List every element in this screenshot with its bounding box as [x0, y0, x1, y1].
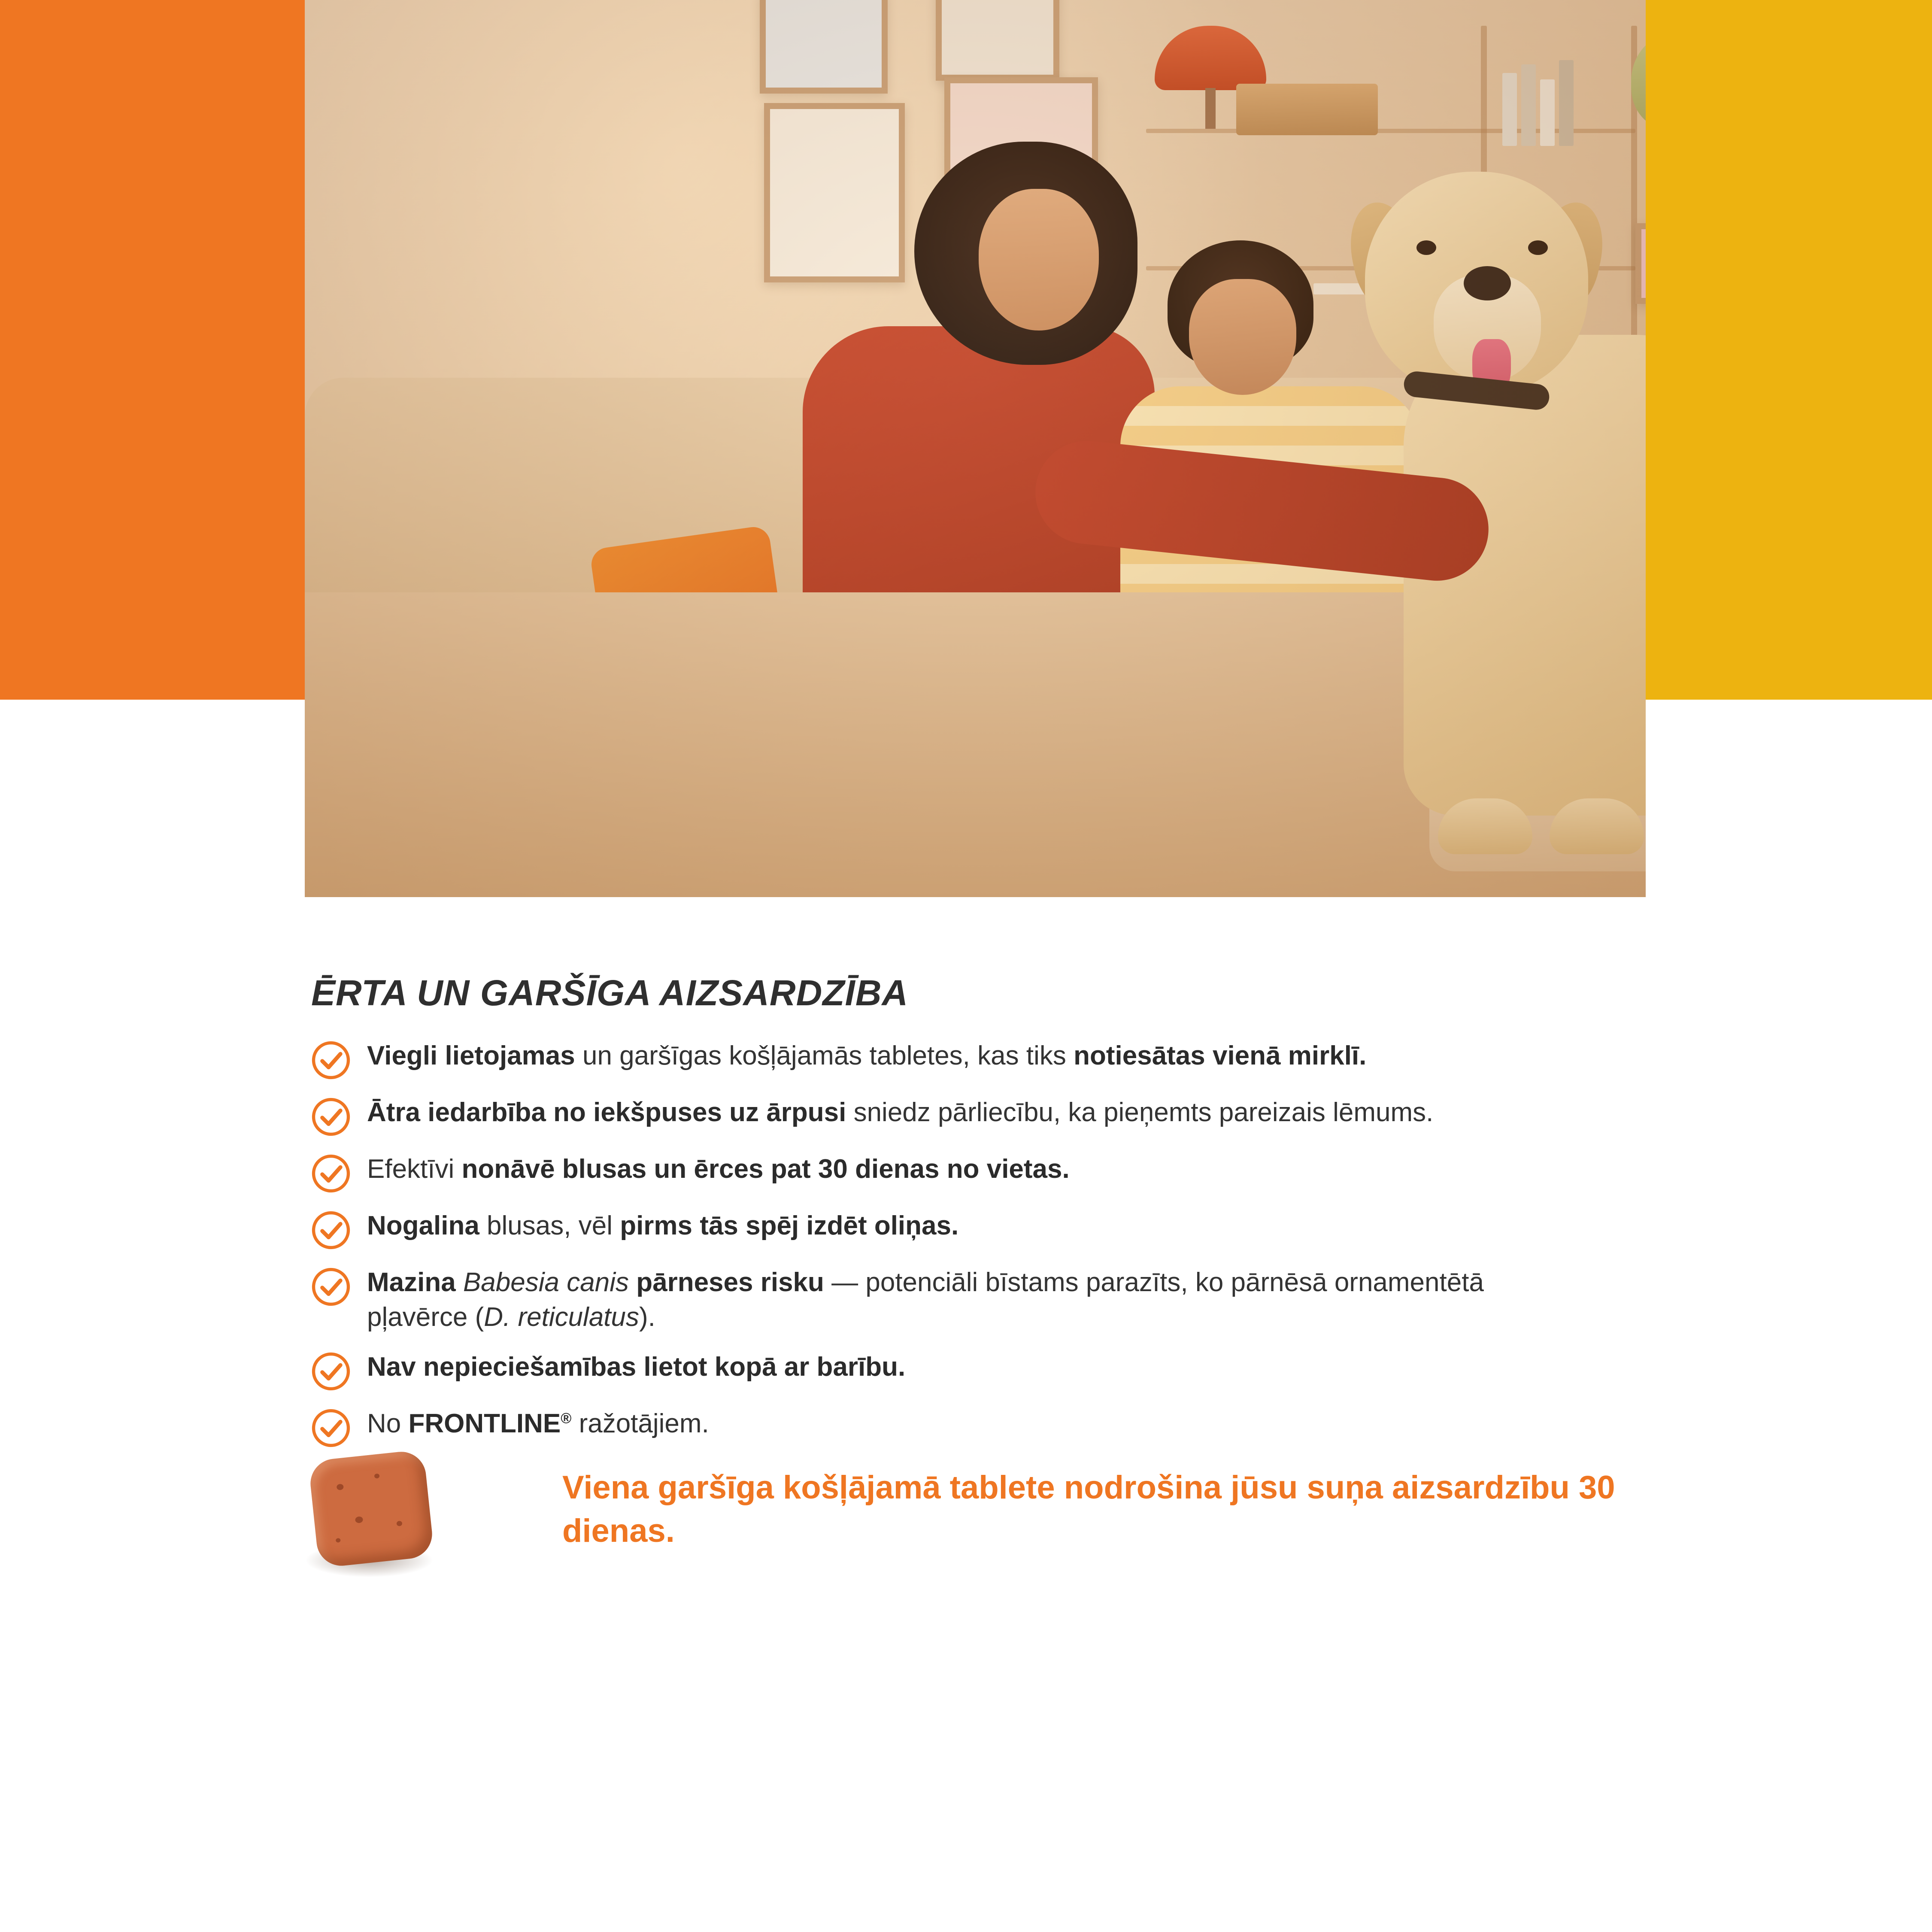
benefit-text-7: No FRONTLINE® ražotājiem. — [367, 1409, 709, 1439]
book — [1559, 60, 1574, 146]
dog-eye-left — [1416, 240, 1436, 255]
check-circle-icon — [311, 1097, 351, 1137]
list-item — [311, 1039, 1582, 1080]
dog-paw-right — [1550, 798, 1644, 854]
wall-frame-1 — [760, 0, 888, 94]
check-circle-icon — [311, 1154, 351, 1193]
wall-frame-2 — [936, 0, 1059, 81]
books-group-top — [1502, 60, 1574, 146]
tablet-speck — [374, 1474, 380, 1479]
list-item — [311, 1209, 1582, 1250]
check-circle-icon — [311, 1352, 351, 1391]
left-orange-band — [0, 0, 309, 700]
benefit-text-6: Nav nepieciešamības lietot kopā ar barību. — [367, 1352, 906, 1382]
check-circle-icon — [311, 1267, 351, 1307]
benefit-text-4: Nogalina blusas, vēl pirms tās spēj izdēt oliņas. — [367, 1211, 959, 1240]
table-lamp-stem — [1205, 88, 1216, 129]
check-circle-icon — [311, 1408, 351, 1448]
list-item — [311, 1407, 1582, 1448]
woman-face — [979, 189, 1099, 331]
right-yellow-band — [1641, 0, 1932, 700]
page-title: ĒRTA UN GARŠĪGA AIZSARDZĪBA — [311, 973, 909, 1013]
benefits-list — [311, 1039, 1582, 1463]
benefit-text-3: Efektīvi nonāvē blusas un ērces pat 30 dienas no vietas. — [367, 1154, 1070, 1184]
tablet-speck — [396, 1521, 402, 1526]
table-lamp-shade — [1155, 26, 1266, 90]
chewable-tablet-icon — [300, 1451, 442, 1592]
boy-face — [1189, 279, 1296, 395]
tablet-speck — [355, 1516, 363, 1523]
hero-scene-background — [305, 0, 1646, 897]
tablet-speck — [337, 1484, 344, 1491]
tablet-speck — [336, 1538, 341, 1543]
check-circle-icon — [311, 1040, 351, 1080]
dog-nose — [1464, 266, 1511, 300]
hero-photo — [305, 0, 1646, 897]
dog-paw-left — [1438, 798, 1532, 854]
wall-frame-5 — [1635, 223, 1646, 304]
list-item — [311, 1265, 1582, 1335]
benefit-text-2: Ātra iedarbība no iekšpuses uz ārpusi sniedz pārliecību, ka pieņemts pareizais lēmums. — [367, 1098, 1434, 1127]
wooden-box — [1236, 84, 1378, 135]
benefit-text-1: Viegli lietojamas un garšīgas košļājamās tabletes, kas tiks notiesātas vienā mirklī. — [367, 1041, 1367, 1071]
dog-eye-right — [1528, 240, 1548, 255]
book — [1521, 64, 1536, 146]
book — [1540, 79, 1555, 146]
benefit-text-5: Mazina Babesia canis pārneses risku — potenciāli bīstams parazīts, ko pārnēsā ornamentētā pļavērce (D. reticulatus). — [367, 1268, 1484, 1332]
footer-claim: Viena garšīga košļājamā tablete nodrošina jūsu suņa aizsardzību 30 dienas. — [562, 1469, 1615, 1550]
wall-frame-3 — [764, 103, 905, 282]
check-circle-icon — [311, 1210, 351, 1250]
tablet-body — [308, 1450, 435, 1568]
book — [1502, 73, 1517, 146]
list-item — [311, 1350, 1582, 1391]
list-item — [311, 1095, 1582, 1137]
list-item — [311, 1152, 1582, 1193]
